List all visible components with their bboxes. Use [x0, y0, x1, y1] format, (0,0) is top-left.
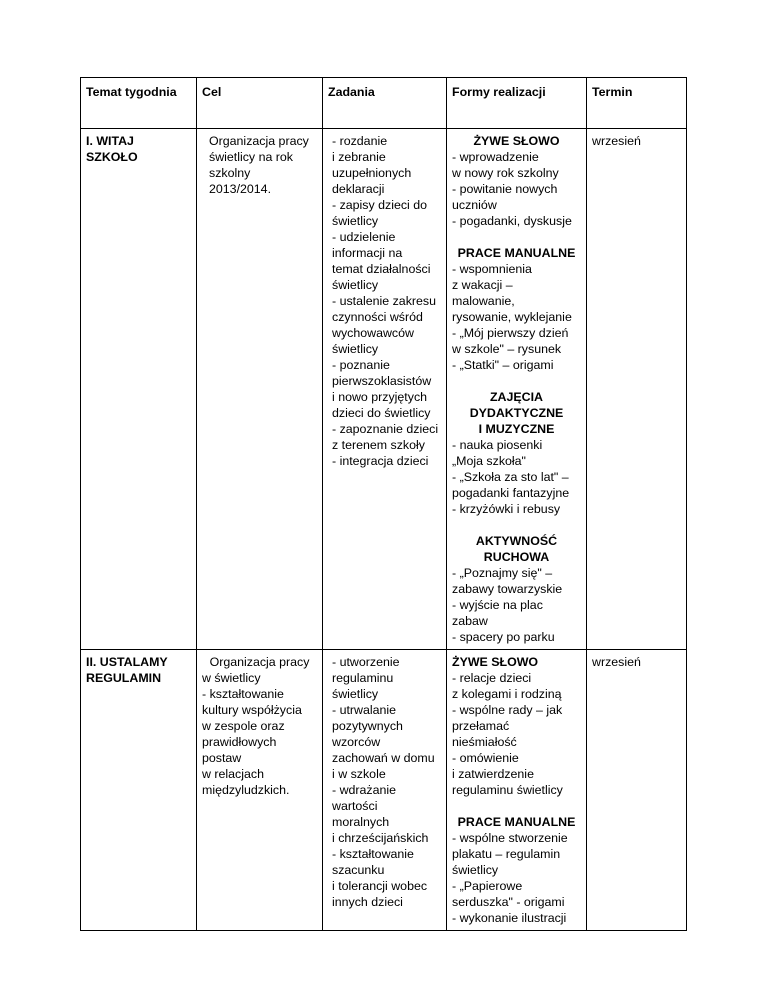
- zadania-line: i chrześcijańskich: [332, 831, 429, 845]
- zadania-line: i zebranie: [332, 150, 386, 164]
- zadania-cell: [323, 129, 447, 650]
- zadania-line: - kształtowanie: [332, 847, 414, 861]
- zadania-line: uzupełnionych: [332, 166, 412, 180]
- cel-line: kultury współżycia: [202, 703, 302, 717]
- forma-block: [452, 533, 581, 645]
- forma-line: - krzyżówki i rebusy: [452, 502, 561, 516]
- forma-line: - wspomnienia: [452, 262, 532, 276]
- forma-line: świetlicy: [452, 863, 499, 877]
- zadania-line: - udzielenie: [332, 230, 396, 244]
- zadania-line: - poznanie: [332, 358, 390, 372]
- forma-line: - relacje dzieci: [452, 671, 532, 685]
- forma-line: - „Papierowe: [452, 879, 523, 893]
- zadania-line: - utrwalanie: [332, 703, 397, 717]
- termin-cell: wrzesień: [587, 129, 687, 650]
- forma-line: - wprowadzenie: [452, 150, 539, 164]
- forma-line: - wspólne rady – jak: [452, 703, 563, 717]
- forma-line: serduszka" - origami: [452, 895, 565, 909]
- zadania-line: regulaminu: [332, 671, 394, 685]
- cel-line: prawidłowych: [202, 735, 277, 749]
- cel-line: w świetlicy: [202, 671, 261, 685]
- forma-line: pogadanki fantazyjne: [452, 486, 570, 500]
- plan-table: [80, 77, 687, 931]
- forma-line: „Moja szkoła": [452, 454, 526, 468]
- zadania-line: - zapisy dzieci do: [332, 198, 428, 212]
- header-zadania: Zadania: [323, 78, 447, 129]
- zadania-line: z terenem szkoły: [332, 438, 425, 452]
- cel-line: Organizacja pracy: [209, 655, 310, 669]
- forma-title: AKTYWNOŚĆ: [475, 534, 558, 548]
- forma-line: - pogadanki, dyskusje: [452, 214, 572, 228]
- theme-line: II. USTALAMY: [86, 655, 168, 669]
- forma-line: malowanie,: [452, 294, 515, 308]
- zadania-line: moralnych: [332, 815, 390, 829]
- forma-block: [452, 654, 581, 798]
- header-cel: Cel: [197, 78, 323, 129]
- forma-line: - wspólne stworzenie: [452, 831, 568, 845]
- forma-line: nieśmiałość: [452, 735, 517, 749]
- zadania-line: wzorców: [332, 735, 381, 749]
- zadania-line: pierwszoklasistów: [332, 374, 432, 388]
- forma-title: PRACE MANUALNE: [457, 246, 576, 260]
- forma-block: [452, 245, 581, 373]
- forma-line: - „Szkoła za sto lat" –: [452, 470, 569, 484]
- zadania-line: - ustalenie zakresu: [332, 294, 436, 308]
- table-row: [81, 129, 687, 650]
- forma-line: - nauka piosenki: [452, 438, 543, 452]
- zadania-cell: [323, 650, 447, 931]
- zadania-line: czynności wśród: [332, 310, 423, 324]
- forma-title: PRACE MANUALNE: [457, 815, 576, 829]
- forma-line: z wakacji –: [452, 278, 513, 292]
- zadania-line: deklaracji: [332, 182, 385, 196]
- forma-title: ŻYWE SŁOWO: [452, 655, 539, 669]
- cel-line: - kształtowanie: [202, 687, 284, 701]
- forma-line: zabaw: [452, 614, 488, 628]
- theme-line: REGULAMIN: [86, 671, 162, 685]
- table-row: [81, 650, 687, 931]
- forma-line: regulaminu świetlicy: [452, 783, 563, 797]
- forma-line: - „Statki" – origami: [452, 358, 554, 372]
- header-temat: Temat tygodnia: [81, 78, 197, 129]
- zadania-line: i nowo przyjętych: [332, 390, 428, 404]
- forma-line: zabawy towarzyskie: [452, 582, 563, 596]
- forma-line: uczniów: [452, 198, 497, 212]
- cel-line: postaw: [202, 751, 242, 765]
- header-termin: Termin: [587, 78, 687, 129]
- forma-line: i zatwierdzenie: [452, 767, 534, 781]
- forma-line: - wykonanie ilustracji: [452, 911, 567, 925]
- forma-line: z kolegami i rodziną: [452, 687, 562, 701]
- zadania-line: świetlicy: [332, 278, 379, 292]
- zadania-line: świetlicy: [332, 214, 379, 228]
- forma-line: plakatu – regulamin: [452, 847, 561, 861]
- zadania-line: zachowań w domu: [332, 751, 435, 765]
- cel-line: międzyludzkich.: [202, 783, 290, 797]
- forma-line: - „Mój pierwszy dzień: [452, 326, 569, 340]
- forma-line: rysowanie, wyklejanie: [452, 310, 572, 324]
- zadania-line: - wdrażanie: [332, 783, 397, 797]
- zadania-line: i tolerancji wobec: [332, 879, 428, 893]
- zadania-line: szacunku: [332, 863, 385, 877]
- cel-line: Organizacja pracy: [209, 134, 309, 148]
- zadania-line: wychowawców: [332, 326, 414, 340]
- forma-title: RUCHOWA: [483, 550, 550, 564]
- zadania-line: pozytywnych: [332, 719, 403, 733]
- zadania-line: - integracja dzieci: [332, 454, 429, 468]
- theme-line: SZKOŁO: [86, 150, 138, 164]
- formy-cell: [447, 129, 587, 650]
- zadania-line: dzieci do świetlicy: [332, 406, 431, 420]
- cel-line: 2013/2014.: [209, 182, 272, 196]
- forma-title: ZAJĘCIA: [489, 390, 543, 404]
- formy-cell: [447, 650, 587, 931]
- zadania-line: - rozdanie: [332, 134, 388, 148]
- zadania-line: informacji na: [332, 246, 403, 260]
- forma-line: przełamać: [452, 719, 510, 733]
- zadania-line: świetlicy: [332, 342, 379, 356]
- forma-line: - spacery po parku: [452, 630, 555, 644]
- zadania-line: - zapoznanie dzieci: [332, 422, 439, 436]
- forma-line: - „Poznajmy się" –: [452, 566, 553, 580]
- forma-line: - powitanie nowych: [452, 182, 558, 196]
- header-formy: Formy realizacji: [447, 78, 587, 129]
- zadania-line: wartości: [332, 799, 378, 813]
- theme-line: I. WITAJ: [86, 134, 134, 148]
- forma-line: - omówienie: [452, 751, 519, 765]
- forma-title: ŻYWE SŁOWO: [473, 134, 560, 148]
- theme-cell: [81, 129, 197, 650]
- forma-line: - wyjście na plac: [452, 598, 543, 612]
- cel-line: w zespole oraz: [202, 719, 285, 733]
- forma-block: [452, 133, 581, 229]
- termin-cell: wrzesień: [587, 650, 687, 931]
- forma-block: [452, 814, 581, 926]
- zadania-line: świetlicy: [332, 687, 379, 701]
- zadania-line: - utworzenie: [332, 655, 400, 669]
- cel-cell: [197, 129, 323, 650]
- zadania-line: innych dzieci: [332, 895, 403, 909]
- forma-title: I MUZYCZNE: [478, 422, 555, 436]
- cel-line: świetlicy na rok: [209, 150, 294, 164]
- forma-title: DYDAKTYCZNE: [469, 406, 564, 420]
- forma-block: [452, 389, 581, 517]
- header-row: [81, 78, 687, 129]
- zadania-line: i w szkole: [332, 767, 386, 781]
- theme-cell: [81, 650, 197, 931]
- forma-line: w szkole" – rysunek: [452, 342, 562, 356]
- cel-cell: [197, 650, 323, 931]
- forma-line: w nowy rok szkolny: [452, 166, 559, 180]
- zadania-line: temat działalności: [332, 262, 431, 276]
- cel-line: szkolny: [209, 166, 251, 180]
- cel-line: w relacjach: [202, 767, 264, 781]
